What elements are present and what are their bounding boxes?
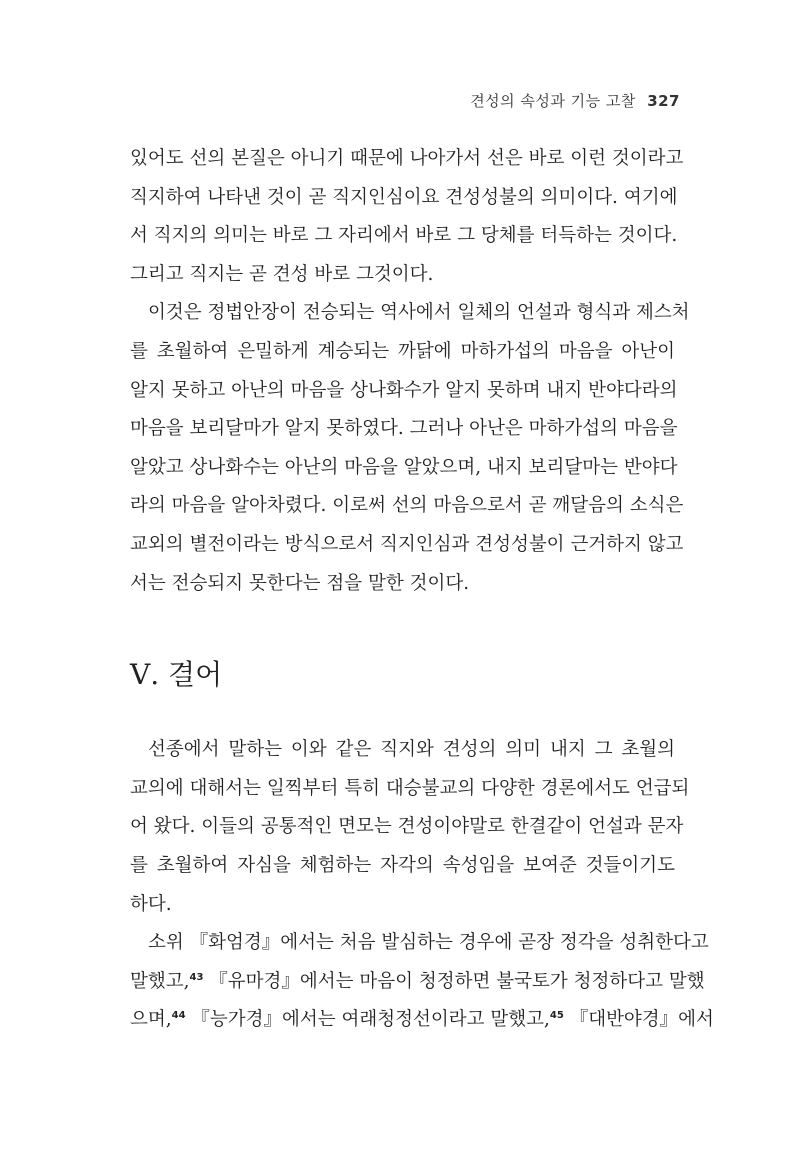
footnote-marker-43[interactable]: 43 bbox=[189, 971, 204, 983]
page-number: 327 bbox=[647, 92, 680, 110]
body-text bbox=[130, 140, 714, 1040]
paragraph bbox=[130, 924, 714, 1040]
paragraph bbox=[130, 140, 684, 294]
text-line: 를 초월하여 은밀하게 계승되는 까닭에 마하가섭의 마음을 아난이 bbox=[130, 340, 675, 362]
running-header bbox=[470, 90, 680, 111]
text-line: 를 초월하여 자심을 체험하는 자각의 속성임을 보여준 것들이기도 bbox=[130, 854, 675, 876]
section-heading: Ⅴ. 결어 bbox=[130, 658, 223, 692]
text-line bbox=[130, 1001, 714, 1040]
text-line: 서는 전승되지 못한다는 점을 말한 것이다. bbox=[130, 572, 470, 594]
running-title: 견성의 속성과 기능 고찰 bbox=[470, 92, 636, 110]
text-line: 라의 마음을 알아차렸다. 이로써 선의 마음으로서 곧 깨달음의 소식은 bbox=[130, 495, 684, 517]
text-line: 하다. bbox=[130, 893, 172, 915]
text-line: 마음을 보리달마가 알지 못하였다. 그러나 아난은 마하가섭의 마음을 bbox=[130, 418, 678, 440]
text-line: 있어도 선의 본질은 아니기 때문에 나아가서 선은 바로 이런 것이라고 bbox=[130, 148, 684, 169]
footnote-marker-45[interactable]: 45 bbox=[549, 1010, 564, 1022]
paragraph bbox=[130, 294, 690, 603]
text-line: 선종에서 말하는 이와 같은 직지와 견성의 의미 내지 그 초월의 bbox=[148, 739, 675, 761]
text-segment: 말했고, bbox=[130, 970, 190, 992]
text-line: 소위 『화엄경』에서는 처음 발심하는 경우에 곧장 정각을 성취한다고 bbox=[148, 932, 709, 954]
text-segment: 으며, bbox=[130, 1009, 172, 1031]
text-line: 그리고 직지는 곧 견성 바로 그것이다. bbox=[130, 263, 434, 285]
text-segment: 『유마경』에서는 마음이 청정하면 불국토가 청정하다고 말했 bbox=[203, 970, 705, 992]
text-line: 어 왔다. 이들의 공통적인 면모는 견성이야말로 한결같이 언설과 문자 bbox=[130, 816, 684, 838]
footnote-marker-44[interactable]: 44 bbox=[171, 1010, 186, 1022]
text-line: 교외의 별전이라는 방식으로서 직지인심과 견성성불이 근거하지 않고 bbox=[130, 533, 684, 555]
text-segment: 『능가경』에서는 여래청정선이라고 말했고, bbox=[185, 1009, 550, 1031]
text-line: 교의에 대해서는 일찍부터 특히 대승불교의 다양한 경론에서도 언급되 bbox=[130, 777, 690, 799]
text-line: 알지 못하고 아난의 마음을 상나화수가 알지 못하며 내지 반야다라의 bbox=[130, 379, 678, 401]
text-segment: 『대반야경』에서 bbox=[563, 1009, 714, 1031]
text-line: 서 직지의 의미는 바로 그 자리에서 바로 그 당체를 터득하는 것이다. bbox=[130, 225, 678, 247]
text-line: 이것은 정법안장이 전승되는 역사에서 일체의 언설과 형식과 제스처 bbox=[148, 302, 690, 324]
text-line bbox=[130, 963, 705, 1002]
text-line: 직지하여 나타낸 것이 곧 직지인심이요 견성성불의 의미이다. 여기에 bbox=[130, 186, 678, 208]
text-line: 알았고 상나화수는 아난의 마음을 알았으며, 내지 보리달마는 반야다 bbox=[130, 456, 678, 478]
paragraph bbox=[130, 731, 690, 924]
